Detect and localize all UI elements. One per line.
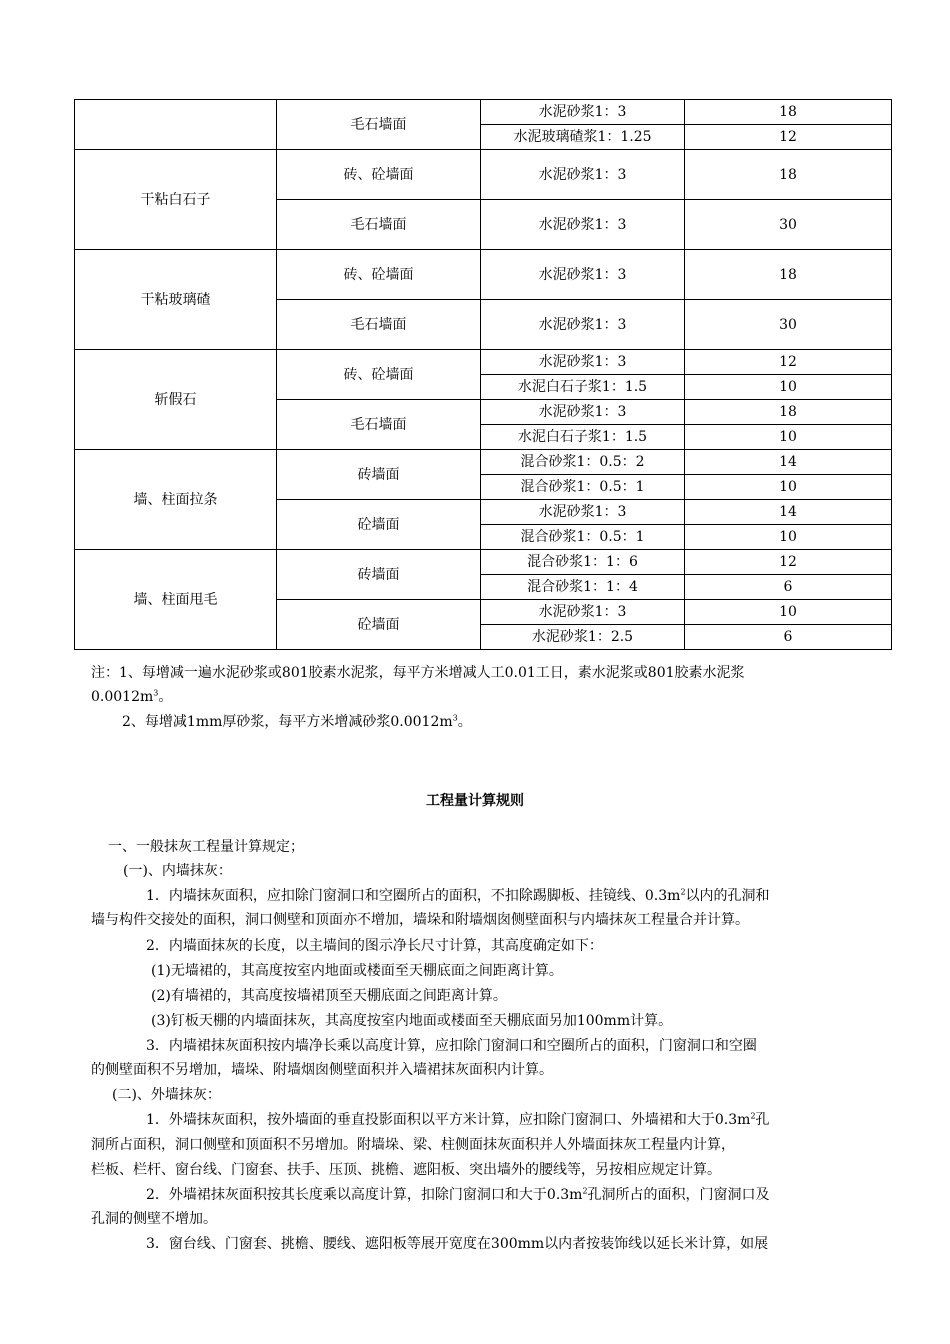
table-cell: 墙、柱面甩毛: [75, 550, 277, 650]
table-row: [75, 350, 892, 375]
paragraph-line: 栏板、栏杆、窗台线、门窗套、扶手、压顶、挑檐、遮阳板、突出墙外的腰线等，另按相应规定计算。: [91, 1162, 721, 1178]
section-title: 工程量计算规则: [426, 793, 524, 809]
table-cell: 砖墙面: [277, 550, 481, 600]
table-cell: 水泥砂浆1：2.5: [481, 625, 685, 650]
paragraph-line: 墙与构件交接处的面积，洞口侧壁和顶面亦不增加，墙垛和附墙烟囱侧壁面积与内墙抹灰工程量合并计算。: [91, 912, 749, 928]
note-text: 。: [158, 689, 173, 705]
paragraph-line: 2．内墙面抹灰的长度，以主墙间的图示净长尺寸计算，其高度确定如下：: [146, 938, 603, 954]
superscript: 2: [750, 1111, 756, 1121]
paragraph-line: [146, 1184, 886, 1207]
paragraph-line: 3．窗台线、门窗套、挑檐、腰线、遮阳板等展开宽度在300mm以内者按装饰线以延长米计算，如展: [146, 1236, 769, 1252]
paragraph-text: 孔洞所占的面积，门窗洞口及: [587, 1187, 770, 1203]
note-text: 。: [457, 714, 472, 730]
table-row: [75, 100, 892, 125]
note-text: 2、每增减1mm厚砂浆，每平方米增减砂浆0.0012m: [122, 714, 453, 730]
table-cell: [75, 100, 277, 150]
table-cell: 6: [685, 575, 892, 600]
table-cell: 12: [685, 350, 892, 375]
table-cell: 水泥白石子浆1：1.5: [481, 425, 685, 450]
heading-general-plaster: 一、一般抹灰工程量计算规定；: [108, 839, 304, 855]
table-cell: 砖、砼墙面: [277, 350, 481, 400]
table-cell: 毛石墙面: [277, 100, 481, 150]
superscript: 2: [582, 1186, 588, 1196]
paragraph-text: 以内的孔洞和: [685, 888, 770, 904]
table-cell: 混合砂浆1：0.5：1: [481, 475, 685, 500]
table-cell: 斩假石: [75, 350, 277, 450]
paragraph-text: 孔: [755, 1112, 770, 1128]
table-cell: 墙、柱面拉条: [75, 450, 277, 550]
table-row: [75, 250, 892, 300]
table-cell: 12: [685, 550, 892, 575]
table-cell: 18: [685, 400, 892, 425]
table-cell: 水泥砂浆1：3: [481, 300, 685, 350]
note-text: 0.0012m: [91, 689, 154, 705]
table-cell: 混合砂浆1：1：4: [481, 575, 685, 600]
note-1-line-1: [91, 662, 891, 684]
table-cell: 水泥砂浆1：3: [481, 600, 685, 625]
list-item: (3)钉板天棚的内墙面抹灰，其高度按室内地面或楼面至天棚底面另加100mm计算。: [151, 1013, 673, 1029]
table-cell: 18: [685, 150, 892, 200]
paragraph-line: 的侧壁面积不另增加，墙垛、附墙烟囱侧壁面积并入墙裙抹灰面积内计算。: [91, 1062, 553, 1078]
table-cell: 水泥砂浆1：3: [481, 500, 685, 525]
table-row: [75, 550, 892, 575]
table-cell: 18: [685, 250, 892, 300]
table-cell: 水泥砂浆1：3: [481, 400, 685, 425]
table-cell: 水泥砂浆1：3: [481, 200, 685, 250]
table-cell: 10: [685, 475, 892, 500]
superscript: 2: [680, 887, 686, 897]
table-cell: 砖墙面: [277, 450, 481, 500]
table-cell: 砼墙面: [277, 500, 481, 550]
paragraph-line: 3．内墙裙抹灰面积按内墙净长乘以高度计算，应扣除门窗洞口和空圈所占的面积，门窗洞口和空圈: [146, 1038, 757, 1054]
paragraph-line: [146, 885, 886, 908]
table-cell: 砖、砼墙面: [277, 250, 481, 300]
table-cell: 30: [685, 200, 892, 250]
paragraph-text: 2．外墙裙抹灰面积按其长度乘以高度计算，扣除门窗洞口和大于0.3m: [146, 1187, 583, 1203]
paragraph-line: 洞所占面积，洞口侧壁和顶面积不另增加。附墙垛、梁、柱侧面抹灰面积并人外墙面抹灰工程量内计算，: [91, 1137, 735, 1153]
paragraph-text: 1．内墙抹灰面积，应扣除门窗洞口和空圈所占的面积，不扣除踢脚板、挂镜线、0.3m: [146, 888, 681, 904]
table-cell: 水泥砂浆1：3: [481, 100, 685, 125]
paragraph-line: 孔洞的侧壁不增加。: [91, 1211, 217, 1227]
table-cell: 毛石墙面: [277, 200, 481, 250]
table-cell: 10: [685, 375, 892, 400]
table-cell: 混合砂浆1：1：6: [481, 550, 685, 575]
table-row: [75, 150, 892, 200]
note-1-line-2: [91, 686, 891, 708]
heading-exterior-plaster: (二)、外墙抹灰：: [112, 1087, 221, 1103]
table-cell: 毛石墙面: [277, 400, 481, 450]
table-cell: 干粘白石子: [75, 150, 277, 250]
table-cell: 砖、砼墙面: [277, 150, 481, 200]
table-cell: 砼墙面: [277, 600, 481, 650]
table-cell: 10: [685, 425, 892, 450]
table-cell: 12: [685, 125, 892, 150]
table-cell: 30: [685, 300, 892, 350]
table-cell: 干粘玻璃碴: [75, 250, 277, 350]
table-cell: 水泥砂浆1：3: [481, 350, 685, 375]
table-cell: 10: [685, 525, 892, 550]
table-cell: 毛石墙面: [277, 300, 481, 350]
table-cell: 水泥砂浆1：3: [481, 150, 685, 200]
table-cell: 混合砂浆1：0.5：1: [481, 525, 685, 550]
table-cell: 水泥白石子浆1：1.5: [481, 375, 685, 400]
table-cell: 14: [685, 500, 892, 525]
table-cell: 18: [685, 100, 892, 125]
plaster-thickness-table: [74, 99, 892, 650]
superscript: 3: [153, 688, 159, 698]
paragraph-line: [146, 1109, 886, 1132]
superscript: 3: [452, 713, 458, 723]
table-cell: 水泥玻璃碴浆1：1.25: [481, 125, 685, 150]
paragraph-text: 1．外墙抹灰面积，按外墙面的垂直投影面积以平方米计算，应扣除门窗洞口、外墙裙和大于0.3m: [146, 1112, 751, 1128]
heading-interior-plaster: (一)、内墙抹灰：: [123, 863, 232, 879]
note-2: [122, 711, 922, 733]
table-row: [75, 450, 892, 475]
table-cell: 14: [685, 450, 892, 475]
table-cell: 混合砂浆1：0.5：2: [481, 450, 685, 475]
list-item: (1)无墙裙的，其高度按室内地面或楼面至天棚底面之间距离计算。: [151, 963, 563, 979]
table-cell: 水泥砂浆1：3: [481, 250, 685, 300]
table-cell: 6: [685, 625, 892, 650]
note-text: 注：1、每增减一遍水泥砂浆或801胶素水泥浆，每平方米增减人工0.01工日，素水泥浆或801胶素水泥浆: [91, 665, 745, 681]
list-item: (2)有墙裙的，其高度按墙裙顶至天棚底面之间距离计算。: [151, 988, 507, 1004]
table-cell: 10: [685, 600, 892, 625]
